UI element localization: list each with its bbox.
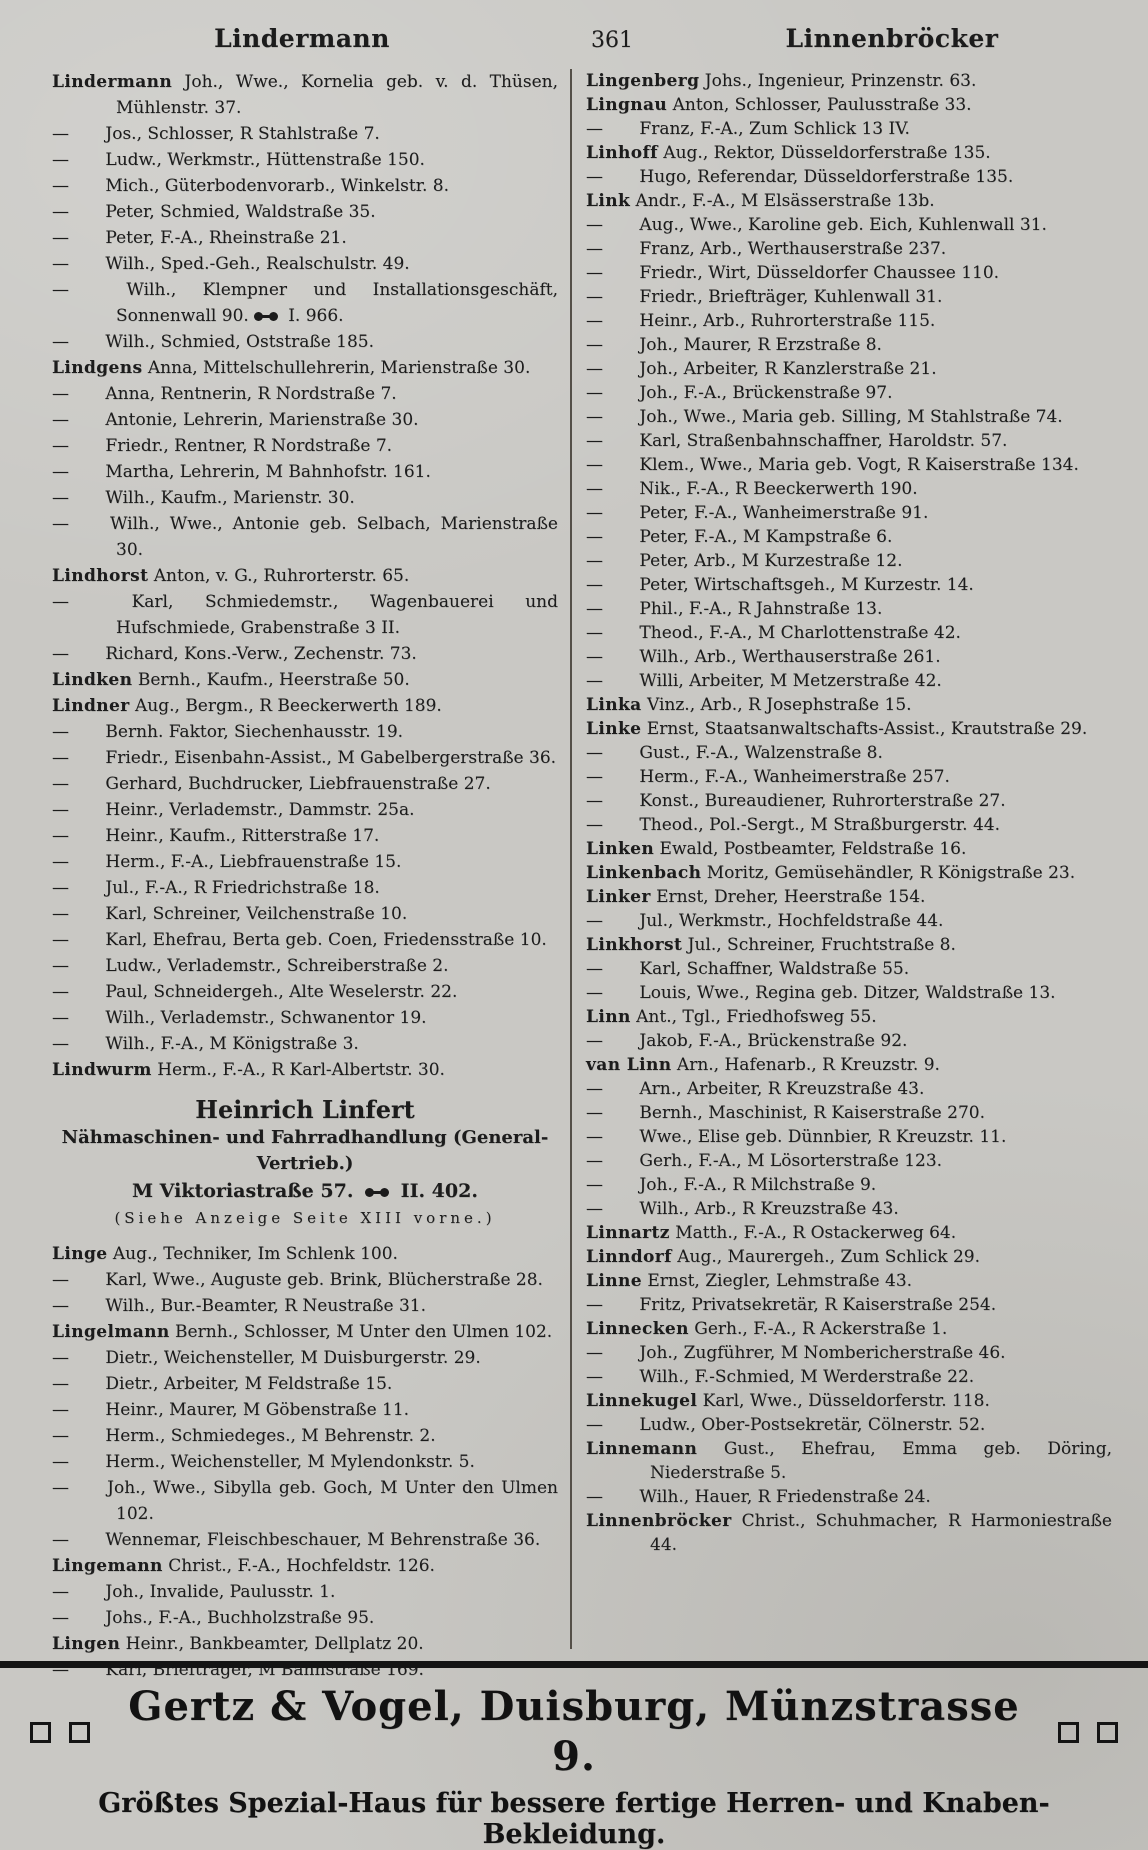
directory-entry: — Joh., F.-A., Brückenstraße 97. — [586, 383, 893, 403]
directory-entry: Linne Ernst, Ziegler, Lehmstraße 43. — [586, 1271, 913, 1291]
directory-entry: — Peter, Arb., M Kurzestraße 12. — [586, 551, 903, 571]
featured-listing-name: Heinrich Linfert — [195, 1095, 415, 1124]
directory-entry: — Gerhard, Buchdrucker, Liebfrauenstraße 27. — [52, 771, 558, 797]
ditto-dash: — — [52, 436, 69, 456]
ditto-dash: — — [586, 119, 603, 139]
directory-entry: Linnenbröcker Christ., Schuhmacher, R Harmoniestraße 44. — [586, 1511, 1112, 1555]
ditto-dash: — — [586, 1031, 603, 1051]
directory-entry: — Wilh., Arb., Werthauserstraße 261. — [586, 647, 941, 667]
page-header — [52, 24, 1112, 53]
directory-entry: — Richard, Kons.-Verw., Zechenstr. 73. — [52, 641, 558, 667]
directory-entry: — Joh., F.-A., R Milchstraße 9. — [586, 1175, 877, 1195]
ditto-dash: — — [52, 878, 69, 898]
directory-entry: — Herm., Weichensteller, M Mylendonkstr. 5. — [52, 1449, 558, 1475]
ditto-dash: — — [52, 1608, 69, 1628]
directory-entry: — Peter, Schmied, Waldstraße 35. — [52, 199, 558, 225]
directory-entry: Lindken Bernh., Kaufm., Heerstraße 50. — [52, 670, 410, 690]
ditto-dash: — — [52, 176, 69, 196]
ditto-dash: — — [586, 551, 603, 571]
directory-entry: — Anna, Rentnerin, R Nordstraße 7. — [52, 381, 558, 407]
ditto-dash: — — [52, 1270, 69, 1290]
directory-entry: — Wilh., Sped.-Geh., Realschulstr. 49. — [52, 251, 558, 277]
ditto-dash: — — [52, 1530, 69, 1550]
directory-entry: — Karl, Schreiner, Veilchenstraße 10. — [52, 901, 558, 927]
phone-icon — [254, 311, 278, 322]
directory-entry: — Gust., F.-A., Walzenstraße 8. — [586, 743, 883, 763]
ditto-dash: — — [52, 332, 69, 352]
directory-entry: Linn Ant., Tgl., Friedhofsweg 55. — [586, 1007, 877, 1027]
ditto-dash: — — [52, 644, 69, 664]
directory-entry: Linken Ewald, Postbeamter, Feldstraße 16. — [586, 839, 967, 859]
directory-entry: — Heinr., Verlademstr., Dammstr. 25a. — [52, 797, 558, 823]
ditto-dash: — — [52, 1400, 69, 1420]
ditto-dash: — — [586, 647, 603, 667]
entry-surname: Linka — [586, 695, 642, 715]
directory-entry: Lindermann Joh., Wwe., Kornelia geb. v. d. Thüsen, Mühlenstr. 37. — [52, 72, 558, 118]
directory-entry: — Konst., Bureaudiener, Ruhrorterstraße 27. — [586, 791, 1006, 811]
directory-entry: — Karl, Schaffner, Waldstraße 55. — [586, 959, 910, 979]
directory-entry: — Karl, Briefträger, M Bahnstraße 169. — [52, 1657, 558, 1683]
ditto-dash: — — [586, 239, 603, 259]
footer-ad-headline — [30, 1682, 1118, 1782]
directory-entry: Lingelmann Bernh., Schlosser, M Unter den Ulmen 102. — [52, 1322, 553, 1342]
entry-surname: Linnecken — [586, 1319, 689, 1339]
ditto-dash: — — [586, 527, 603, 547]
ditto-dash: — — [52, 982, 69, 1002]
ditto-dash: — — [586, 287, 603, 307]
footer-ad — [0, 1661, 1148, 1850]
directory-entry: — Martha, Lehrerin, M Bahnhofstr. 161. — [52, 459, 558, 485]
ditto-dash: — — [52, 1374, 69, 1394]
entry-surname: Linnekugel — [586, 1391, 698, 1411]
ditto-dash: — — [52, 488, 69, 508]
column-left — [52, 69, 570, 1680]
ditto-dash: — — [586, 383, 603, 403]
ditto-dash: — — [586, 983, 603, 1003]
directory-entry: — Wilh., Klempner und Installationsgeschäft, Sonnenwall 90. I. 966. — [52, 277, 558, 329]
ditto-dash: — — [586, 1367, 603, 1387]
ditto-dash: — — [586, 1175, 603, 1195]
entry-surname: Lingelmann — [52, 1322, 170, 1342]
ditto-dash: — — [586, 911, 603, 931]
directory-entry: Linnecken Gerh., F.-A., R Ackerstraße 1. — [586, 1319, 948, 1339]
directory-entry: — Peter, Wirtschaftsgeh., M Kurzestr. 14. — [586, 575, 974, 595]
directory-entry: Lindner Aug., Bergm., R Beeckerwerth 189. — [52, 696, 442, 716]
directory-entry: Link Andr., F.-A., M Elsässerstraße 13b. — [586, 191, 935, 211]
directory-entry: Linnekugel Karl, Wwe., Düsseldorferstr. 118. — [586, 1391, 990, 1411]
column-right — [570, 69, 1112, 1649]
entry-surname: Linhoff — [586, 143, 658, 163]
entry-surname: Lingemann — [52, 1556, 163, 1576]
directory-entry: — Peter, F.-A., M Kampstraße 6. — [586, 527, 893, 547]
ditto-dash: — — [52, 826, 69, 846]
directory-entry: Linge Aug., Techniker, Im Schlenk 100. — [52, 1244, 398, 1264]
directory-entry: Lingen Heinr., Bankbeamter, Dellplatz 20. — [52, 1634, 424, 1654]
ditto-dash: — — [52, 774, 69, 794]
directory-entry: — Mich., Güterbodenvorarb., Winkelstr. 8. — [52, 173, 558, 199]
entry-surname: Lindken — [52, 670, 133, 690]
ditto-dash: — — [586, 791, 603, 811]
ditto-dash: — — [586, 575, 603, 595]
directory-entry: — Klem., Wwe., Maria geb. Vogt, R Kaiserstraße 134. — [586, 455, 1079, 475]
ditto-dash: — — [586, 599, 603, 619]
directory-entry: — Jul., F.-A., R Friedrichstraße 18. — [52, 875, 558, 901]
directory-entry: Linnemann Gust., Ehefrau, Emma geb. Döring, Niederstraße 5. — [586, 1439, 1112, 1483]
directory-entry: — Jul., Werkmstr., Hochfeldstraße 44. — [586, 911, 944, 931]
ditto-dash: — — [52, 254, 69, 274]
directory-entry: — Willi, Arbeiter, M Metzerstraße 42. — [586, 671, 942, 691]
entry-surname: Linken — [586, 839, 655, 859]
directory-entry: — Jos., Schlosser, R Stahlstraße 7. — [52, 121, 558, 147]
ditto-dash: — — [52, 956, 69, 976]
ditto-dash: — — [586, 1487, 603, 1507]
phone-number: I. 966. — [282, 306, 344, 326]
directory-entry: — Karl, Wwe., Auguste geb. Brink, Blücherstraße 28. — [52, 1267, 558, 1293]
directory-entry: Linkenbach Moritz, Gemüsehändler, R Königstraße 23. — [586, 863, 1076, 883]
ditto-dash: — — [586, 359, 603, 379]
directory-entry: — Aug., Wwe., Karoline geb. Eich, Kuhlenwall 31. — [586, 215, 1047, 235]
ditto-dash: — — [52, 202, 69, 222]
directory-entry: — Friedr., Wirt, Düsseldorfer Chaussee 110. — [586, 263, 1000, 283]
entry-surname: Lindermann — [52, 72, 173, 92]
directory-entry: — Joh., Wwe., Maria geb. Silling, M Stahlstraße 74. — [586, 407, 1063, 427]
ditto-dash: — — [586, 1343, 603, 1363]
directory-entry: Lingenberg Johs., Ingenieur, Prinzenstr. 63. — [586, 71, 977, 91]
ditto-dash: — — [52, 722, 69, 742]
directory-entry: Lingnau Anton, Schlosser, Paulusstraße 33. — [586, 95, 972, 115]
entry-surname: Lindhorst — [52, 566, 149, 586]
directory-entry: — Ludw., Ober-Postsekretär, Cölnerstr. 52. — [586, 1415, 986, 1435]
footer-ad-text: Gertz & Vogel, Duisburg, Münzstrasse 9. — [128, 1683, 1020, 1780]
directory-entry: Linke Ernst, Staatsanwaltschafts-Assist., Krautstraße 29. — [586, 719, 1088, 739]
directory-entry: — Ludw., Verlademstr., Schreiberstraße 2. — [52, 953, 558, 979]
directory-entry: — Paul, Schneidergeh., Alte Weselerstr. 22. — [52, 979, 558, 1005]
ditto-dash: — — [52, 1478, 69, 1498]
ditto-dash: — — [586, 431, 603, 451]
directory-entry: — Bernh., Maschinist, R Kaiserstraße 270. — [586, 1103, 985, 1123]
directory-entry: — Fritz, Privatsekretär, R Kaiserstraße 254. — [586, 1295, 997, 1315]
directory-entry: — Wilh., Arb., R Kreuzstraße 43. — [586, 1199, 899, 1219]
entry-surname: Linndorf — [586, 1247, 672, 1267]
directory-entry: — Friedr., Briefträger, Kuhlenwall 31. — [586, 287, 943, 307]
entry-surname: Linne — [586, 1271, 642, 1291]
directory-entry: Lindhorst Anton, v. G., Ruhrorterstr. 65. — [52, 566, 410, 586]
directory-entry: — Dietr., Arbeiter, M Feldstraße 15. — [52, 1371, 558, 1397]
directory-entry: — Joh., Zugführer, M Nombericherstraße 46. — [586, 1343, 1006, 1363]
ditto-dash: — — [52, 124, 69, 144]
directory-entry: — Wilh., Verlademstr., Schwanentor 19. — [52, 1005, 558, 1031]
directory-entry: — Wilh., Schmied, Oststraße 185. — [52, 329, 558, 355]
directory-entry: — Peter, F.-A., Rheinstraße 21. — [52, 225, 558, 251]
ditto-dash: — — [52, 904, 69, 924]
ditto-dash: — — [586, 479, 603, 499]
directory-entry: — Heinr., Kaufm., Ritterstraße 17. — [52, 823, 558, 849]
directory-entry: — Hugo, Referendar, Düsseldorferstraße 135. — [586, 167, 1014, 187]
directory-entry: — Herm., Schmiedeges., M Behrenstr. 2. — [52, 1423, 558, 1449]
ditto-dash: — — [52, 1660, 69, 1680]
directory-entry: — Wennemar, Fleischbeschauer, M Behrenstraße 36. — [52, 1527, 558, 1553]
directory-entry: — Joh., Arbeiter, R Kanzlerstraße 21. — [586, 359, 937, 379]
directory-columns — [52, 69, 1112, 1680]
ditto-dash: — — [586, 263, 603, 283]
ditto-dash: — — [52, 1008, 69, 1028]
ditto-dash: — — [52, 852, 69, 872]
featured-listing-business: Nähmaschinen- und Fahrradhandlung (General-Vertrieb.) — [61, 1127, 549, 1174]
directory-entry: Linndorf Aug., Maurergeh., Zum Schlick 29. — [586, 1247, 980, 1267]
ditto-dash: — — [586, 1295, 603, 1315]
ditto-dash: — — [586, 455, 603, 475]
entry-surname: Linnenbröcker — [586, 1511, 732, 1531]
directory-entry: — Herm., F.-A., Wanheimerstraße 257. — [586, 767, 950, 787]
ditto-dash: — — [586, 503, 603, 523]
directory-entry: — Phil., F.-A., R Jahnstraße 13. — [586, 599, 883, 619]
ditto-dash: — — [52, 1582, 69, 1602]
entry-surname: Linge — [52, 1244, 108, 1264]
square-ornament — [30, 1722, 51, 1743]
directory-entry: Linnartz Matth., F.-A., R Ostackerweg 64. — [586, 1223, 957, 1243]
entry-surname: Linke — [586, 719, 642, 739]
directory-entry: — Theod., Pol.-Sergt., M Straßburgerstr. 44. — [586, 815, 1000, 835]
directory-entry: — Nik., F.-A., R Beeckerwerth 190. — [586, 479, 918, 499]
ditto-dash: — — [586, 623, 603, 643]
entry-surname: Linkenbach — [586, 863, 702, 883]
directory-entry: — Karl, Ehefrau, Berta geb. Coen, Friedensstraße 10. — [52, 927, 558, 953]
directory-entry: Linhoff Aug., Rektor, Düsseldorferstraße 135. — [586, 143, 991, 163]
footer-ad-subline: Größtes Spezial-Haus für bessere fertige Herren- und Knaben-Bekleidung. — [98, 1788, 1050, 1850]
directory-entry: — Wilh., Bur.-Beamter, R Neustraße 31. — [52, 1293, 558, 1319]
ditto-dash: — — [586, 959, 603, 979]
ditto-dash: — — [52, 800, 69, 820]
directory-entry: Lindwurm Herm., F.-A., R Karl-Albertstr. 30. — [52, 1060, 445, 1080]
directory-entry: — Bernh. Faktor, Siechenhausstr. 19. — [52, 719, 558, 745]
directory-entry: — Wwe., Elise geb. Dünnbier, R Kreuzstr. 11. — [586, 1127, 1007, 1147]
directory-entry: Linka Vinz., Arb., R Josephstraße 15. — [586, 695, 912, 715]
ditto-dash: — — [586, 407, 603, 427]
directory-entry: — Wilh., Hauer, R Friedenstraße 24. — [586, 1487, 931, 1507]
ditto-dash: — — [52, 514, 69, 534]
ditto-dash: — — [52, 1348, 69, 1368]
phone-icon — [365, 1187, 389, 1198]
ditto-dash: — — [586, 1079, 603, 1099]
entry-surname: Link — [586, 191, 631, 211]
directory-entry: — Theod., F.-A., M Charlottenstraße 42. — [586, 623, 961, 643]
header-keyword-left: Lindermann — [214, 24, 390, 53]
directory-entry: — Gerh., F.-A., M Lösorterstraße 123. — [586, 1151, 943, 1171]
directory-entry: — Herm., F.-A., Liebfrauenstraße 15. — [52, 849, 558, 875]
phone-number: II. 402. — [394, 1180, 478, 1202]
directory-entry: — Ludw., Werkmstr., Hüttenstraße 150. — [52, 147, 558, 173]
ditto-dash: — — [52, 462, 69, 482]
ditto-dash: — — [586, 671, 603, 691]
page-number: 361 — [591, 28, 633, 53]
ditto-dash: — — [52, 1296, 69, 1316]
entry-surname: Linnemann — [586, 1439, 698, 1459]
featured-listing — [52, 1095, 558, 1231]
directory-entry: — Franz, F.-A., Zum Schlick 13 IV. — [586, 119, 910, 139]
directory-entry: — Louis, Wwe., Regina geb. Ditzer, Waldstraße 13. — [586, 983, 1056, 1003]
entry-surname: Linn — [586, 1007, 631, 1027]
directory-entry: — Wilh., F.-A., M Königstraße 3. — [52, 1031, 558, 1057]
entry-surname: Linnartz — [586, 1223, 670, 1243]
ditto-dash: — — [52, 150, 69, 170]
ditto-dash: — — [586, 743, 603, 763]
header-keyword-right: Linnenbröcker — [785, 24, 999, 53]
entry-surname: Lindgens — [52, 358, 143, 378]
directory-entry: — Karl, Schmiedemstr., Wagenbauerei und Hufschmiede, Grabenstraße 3 II. — [52, 589, 558, 641]
directory-entry: — Friedr., Rentner, R Nordstraße 7. — [52, 433, 558, 459]
directory-entry: Lingemann Christ., F.-A., Hochfeldstr. 126. — [52, 1556, 435, 1576]
featured-listing-note: (Siehe Anzeige Seite XIII vorne.) — [114, 1209, 496, 1227]
ditto-dash: — — [586, 167, 603, 187]
directory-entry: van Linn Arn., Hafenarb., R Kreuzstr. 9. — [586, 1055, 940, 1075]
directory-entry: — Franz, Arb., Werthauserstraße 237. — [586, 239, 947, 259]
square-ornament — [69, 1722, 90, 1743]
ditto-dash: — — [52, 384, 69, 404]
entry-surname: Lingen — [52, 1634, 121, 1654]
entry-surname: Lindner — [52, 696, 130, 716]
directory-entry: — Heinr., Maurer, M Göbenstraße 11. — [52, 1397, 558, 1423]
directory-entry: — Jakob, F.-A., Brückenstraße 92. — [586, 1031, 908, 1051]
directory-entry: — Heinr., Arb., Ruhrorterstraße 115. — [586, 311, 936, 331]
ditto-dash: — — [586, 215, 603, 235]
directory-entry: Linker Ernst, Dreher, Heerstraße 154. — [586, 887, 926, 907]
entry-surname: Lindwurm — [52, 1060, 152, 1080]
directory-entry: — Peter, F.-A., Wanheimerstraße 91. — [586, 503, 929, 523]
ditto-dash: — — [586, 335, 603, 355]
square-ornament — [1058, 1722, 1079, 1743]
entry-surname: Linkhorst — [586, 935, 683, 955]
ditto-dash: — — [586, 815, 603, 835]
ditto-dash: — — [52, 1034, 69, 1054]
ditto-dash: — — [586, 1151, 603, 1171]
directory-entry: — Joh., Wwe., Sibylla geb. Goch, M Unter den Ulmen 102. — [52, 1475, 558, 1527]
featured-listing-address: M Viktoriastraße 57. II. 402. — [132, 1180, 478, 1202]
ditto-dash: — — [586, 1103, 603, 1123]
directory-entry: — Wilh., Wwe., Antonie geb. Selbach, Marienstraße 30. — [52, 511, 558, 563]
directory-entry: Lindgens Anna, Mittelschullehrerin, Marienstraße 30. — [52, 358, 531, 378]
ditto-dash: — — [52, 228, 69, 248]
directory-entry: — Johs., F.-A., Buchholzstraße 95. — [52, 1605, 558, 1631]
directory-entry: — Dietr., Weichensteller, M Duisburgerstr. 29. — [52, 1345, 558, 1371]
directory-entry: — Joh., Invalide, Paulusstr. 1. — [52, 1579, 558, 1605]
entry-surname: Linker — [586, 887, 651, 907]
ditto-dash: — — [586, 767, 603, 787]
ditto-dash: — — [52, 1426, 69, 1446]
directory-entry: — Friedr., Eisenbahn-Assist., M Gabelbergerstraße 36. — [52, 745, 558, 771]
ditto-dash: — — [586, 1199, 603, 1219]
ditto-dash: — — [586, 1415, 603, 1435]
ditto-dash: — — [586, 1127, 603, 1147]
square-ornament — [1097, 1722, 1118, 1743]
ditto-dash: — — [586, 311, 603, 331]
directory-entry: — Antonie, Lehrerin, Marienstraße 30. — [52, 407, 558, 433]
directory-entry: — Joh., Maurer, R Erzstraße 8. — [586, 335, 882, 355]
entry-surname: van Linn — [586, 1055, 672, 1075]
ditto-dash: — — [52, 410, 69, 430]
entry-surname: Lingenberg — [586, 71, 700, 91]
directory-entry: — Wilh., F.-Schmied, M Werderstraße 22. — [586, 1367, 975, 1387]
directory-entry: Linkhorst Jul., Schreiner, Fruchtstraße 8. — [586, 935, 956, 955]
directory-entry: — Arn., Arbeiter, R Kreuzstraße 43. — [586, 1079, 925, 1099]
entry-surname: Lingnau — [586, 95, 668, 115]
ditto-dash: — — [52, 930, 69, 950]
ditto-dash: — — [52, 748, 69, 768]
directory-entry: — Karl, Straßenbahnschaffner, Haroldstr. 57. — [586, 431, 1008, 451]
directory-entry: — Wilh., Kaufm., Marienstr. 30. — [52, 485, 558, 511]
ditto-dash: — — [52, 592, 69, 612]
ditto-dash: — — [52, 280, 69, 300]
ditto-dash: — — [52, 1452, 69, 1472]
